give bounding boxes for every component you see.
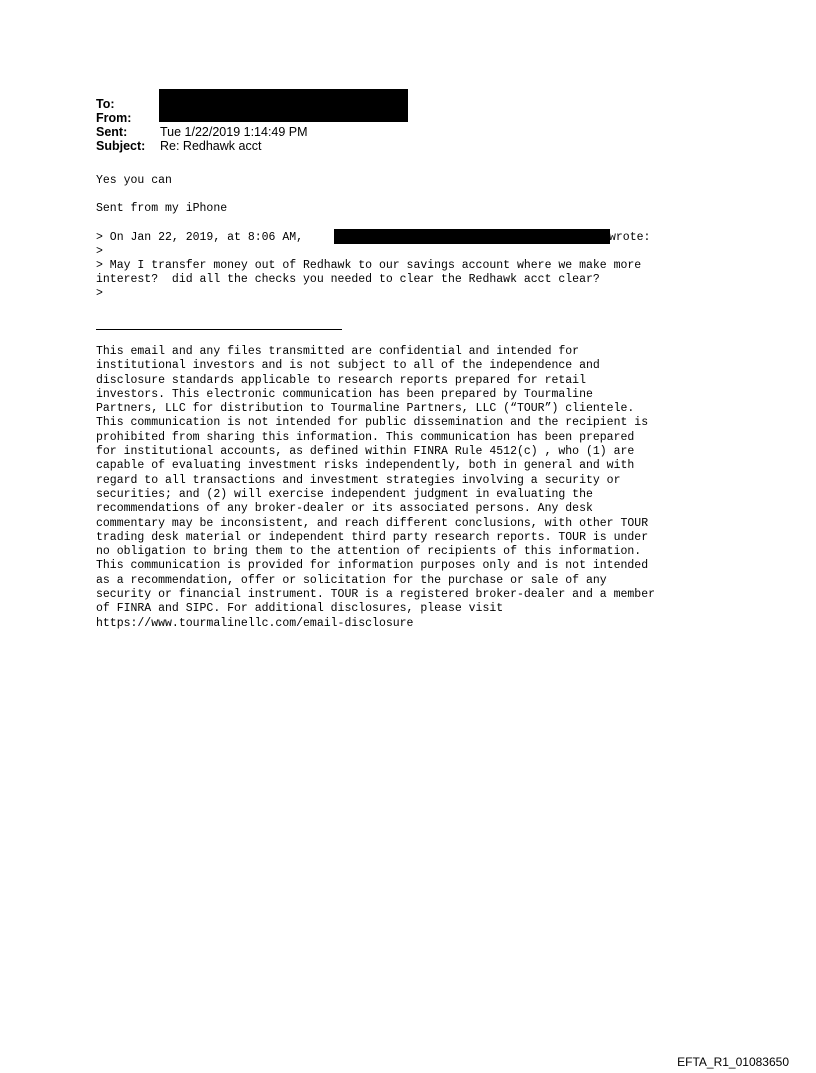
subject-label: Subject: [96, 139, 146, 153]
disclaimer-line: This communication is not intended for public dissemination and the recipient is [96, 416, 649, 430]
disclaimer-line: This communication is provided for information purposes only and is not intended [96, 559, 649, 573]
disclaimer-block [96, 345, 655, 631]
quote-header-prefix: > On Jan 22, 2019, at 8:06 AM, [96, 231, 304, 244]
disclaimer-line: prohibited from sharing this information. This communication has been prepared [96, 430, 635, 444]
from-label: From: [96, 111, 132, 125]
disclaimer-line: Partners, LLC for distribution to Tourmaline Partners, LLC (“TOUR”) clientele. [96, 402, 635, 416]
disclaimer-line: securities; and (2) will exercise independent judgment in evaluating the [96, 487, 593, 501]
quote-line-blank-2: > [96, 287, 103, 300]
disclaimer-line: commentary may be inconsistent, and reach different conclusions, with other TOUR [96, 516, 649, 530]
sent-value: Tue 1/22/2019 1:14:49 PM [160, 125, 308, 139]
subject-row [96, 139, 308, 153]
disclaimer-line: https://www.tourmalinellc.com/email-disclosure [96, 616, 414, 630]
reply-text: Yes you can [96, 174, 172, 187]
disclaimer-line: investors. This electronic communication has been prepared by Tourmaline [96, 387, 593, 401]
signature-divider [96, 329, 342, 330]
disclaimer-line: disclosure standards applicable to research reports prepared for retail [96, 373, 586, 387]
disclaimer-line: as a recommendation, offer or solicitation for the purchase or sale of any [96, 573, 607, 587]
disclaimer-line: recommendations of any broker-dealer or its associated persons. Any desk [96, 502, 593, 516]
signature-text: Sent from my iPhone [96, 202, 228, 215]
redaction-box-sender [334, 229, 610, 244]
quote-line-header [96, 231, 303, 245]
quote-line-question-2: interest? did all the checks you needed to clear the Redhawk acct clear? [96, 273, 600, 286]
disclaimer-line: security or financial instrument. TOUR is a registered broker-dealer and a member [96, 588, 655, 602]
quote-header-suffix: wrote: [609, 231, 651, 244]
disclaimer-line: for institutional accounts, as defined within FINRA Rule 4512(c) , who (1) are [96, 445, 635, 459]
quote-line-blank-1: > [96, 245, 103, 258]
disclaimer-line: institutional investors and is not subject to all of the independence and [96, 359, 600, 373]
disclaimer-line: This email and any files transmitted are confidential and intended for [96, 345, 580, 358]
disclaimer-line: no obligation to bring them to the attention of recipients of this information. [96, 545, 642, 559]
to-label: To: [96, 97, 115, 111]
sent-row [96, 125, 308, 139]
document-id: EFTA_R1_01083650 [677, 1055, 789, 1069]
quote-line-question-1: > May I transfer money out of Redhawk to our savings account where we make more [96, 259, 642, 272]
disclaimer-line: trading desk material or independent third party research reports. TOUR is under [96, 530, 649, 544]
disclaimer-line: regard to all transactions and investment strategies involving a security or [96, 473, 621, 487]
sent-label: Sent: [96, 125, 128, 139]
subject-value: Re: Redhawk acct [160, 139, 262, 153]
redaction-box-recipient [159, 89, 408, 122]
disclaimer-line: capable of evaluating investment risks independently, both in general and with [96, 459, 635, 473]
disclaimer-line: of FINRA and SIPC. For additional disclosures, please visit [96, 602, 504, 616]
